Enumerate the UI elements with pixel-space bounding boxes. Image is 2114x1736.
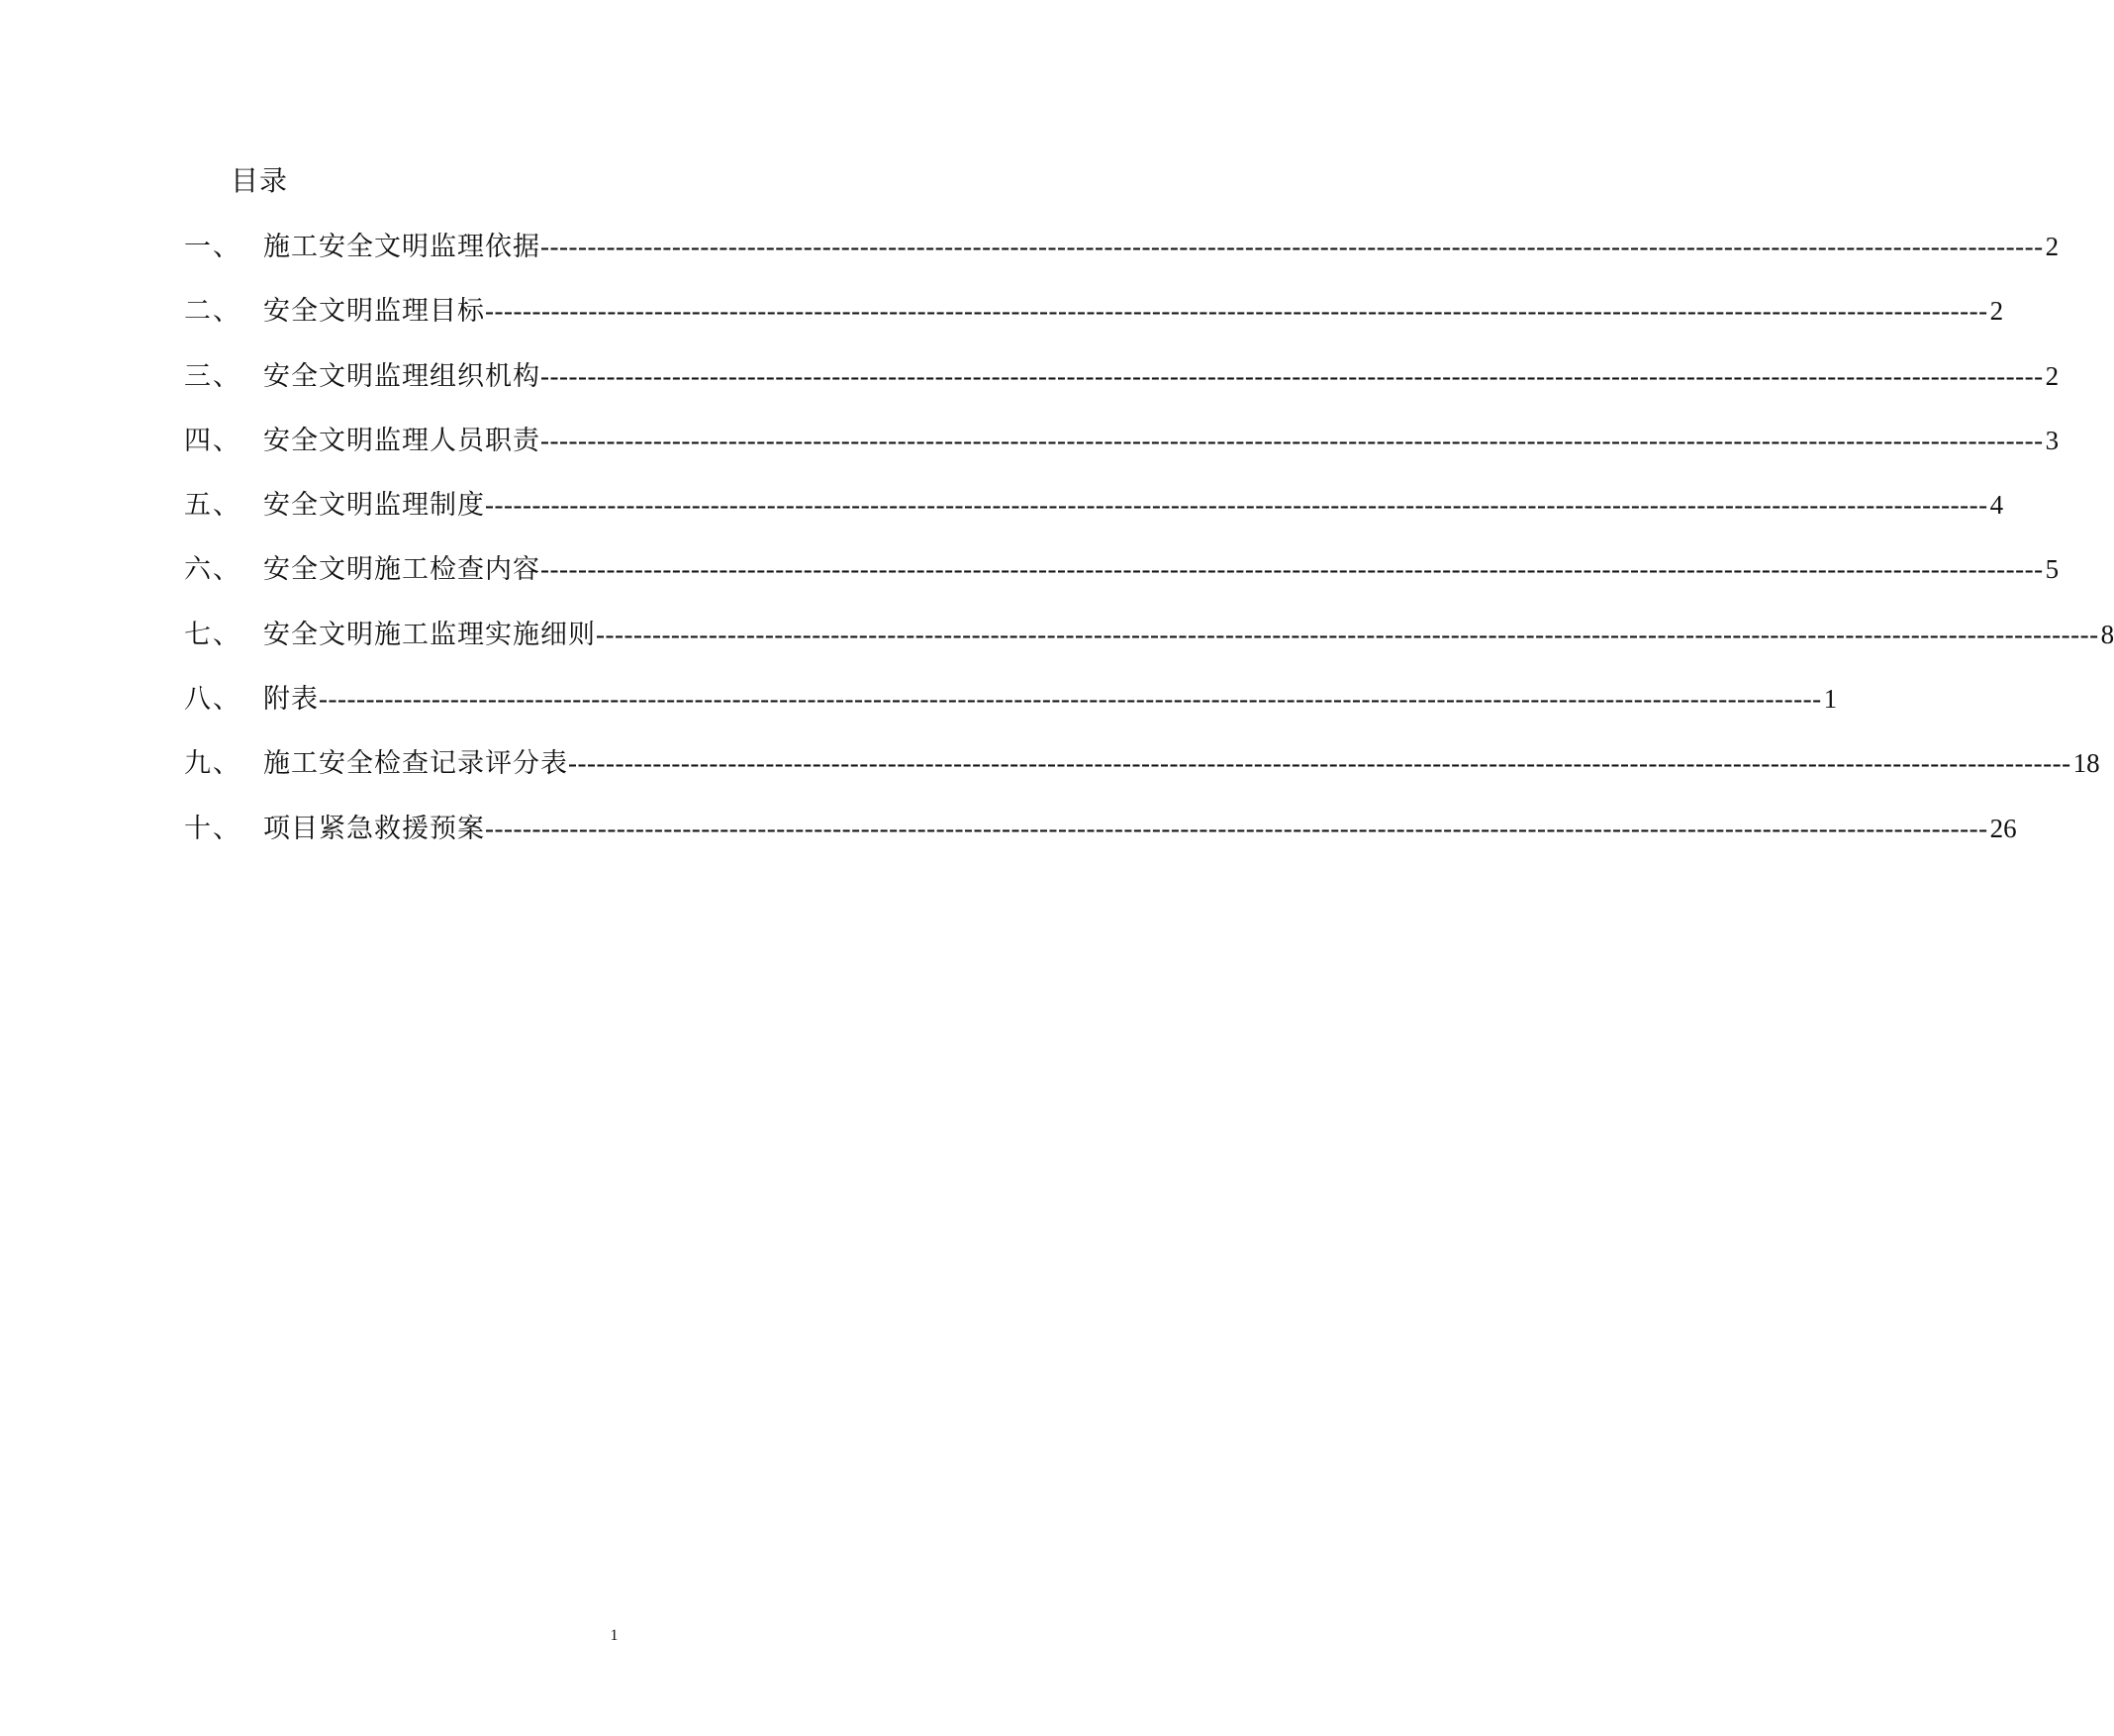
toc-entry-number: 一、: [184, 232, 241, 262]
toc-entry-page: 4: [1989, 490, 2004, 521]
toc-entry-page: 5: [2045, 554, 2060, 585]
toc-dot-leader: ----------------------------------------------------------------------------------------------------------------------------------------------------------------: [540, 360, 2044, 391]
toc-entry-title: 安全文明监理组织机构: [263, 360, 540, 392]
toc-entry-page: 2: [1989, 296, 2004, 327]
toc-entry[interactable]: [184, 293, 2004, 357]
toc-list: [184, 229, 2114, 875]
toc-title: 目录: [231, 164, 289, 197]
toc-entry-number: 二、: [184, 296, 241, 328]
toc-entry[interactable]: [184, 681, 1838, 745]
toc-entry-page: 8: [2100, 619, 2114, 649]
toc-dot-leader: ----------------------------------------------------------------------------------------------------------------------------------------------------------------: [319, 684, 1822, 715]
toc-entry-page: 26: [1989, 813, 2017, 843]
toc-entry[interactable]: [184, 229, 2060, 293]
toc-entry[interactable]: [184, 811, 2017, 875]
toc-entry-number: 四、: [184, 425, 241, 456]
toc-dot-leader: ----------------------------------------------------------------------------------------------------------------------------------------------------------------: [540, 554, 2044, 585]
toc-dot-leader: ----------------------------------------------------------------------------------------------------------------------------------------------------------------: [485, 490, 1988, 521]
toc-entry-page: 3: [2045, 425, 2060, 455]
toc-entry-number: 六、: [184, 554, 241, 586]
toc-entry-title: 安全文明监理目标: [263, 296, 485, 328]
toc-entry[interactable]: [184, 745, 2100, 810]
toc-entry-title: 安全文明监理制度: [263, 490, 485, 522]
toc-entry[interactable]: [184, 423, 2060, 487]
toc-entry-page: 1: [1823, 684, 1838, 715]
toc-dot-leader: ----------------------------------------------------------------------------------------------------------------------------------------------------------------: [568, 748, 2071, 779]
toc-dot-leader: ----------------------------------------------------------------------------------------------------------------------------------------------------------------: [485, 296, 1988, 327]
toc-entry[interactable]: [184, 617, 2114, 681]
page-number: 1: [610, 1627, 619, 1644]
toc-entry-page: 2: [2045, 360, 2060, 391]
toc-entry-title: 附表: [263, 684, 319, 716]
toc-entry-title: 项目紧急救援预案: [263, 813, 485, 844]
toc-entry-number: 十、: [184, 813, 241, 844]
toc-entry-title: 施工安全检查记录评分表: [263, 748, 568, 780]
toc-entry-number: 三、: [184, 360, 241, 392]
toc-entry-title: 安全文明监理人员职责: [263, 425, 540, 456]
toc-entry[interactable]: [184, 551, 2060, 616]
toc-entry-number: 五、: [184, 490, 241, 522]
toc-dot-leader: ----------------------------------------------------------------------------------------------------------------------------------------------------------------: [540, 425, 2044, 455]
toc-entry-title: 安全文明施工监理实施细则: [263, 619, 596, 650]
toc-entry[interactable]: [184, 487, 2004, 551]
toc-entry-number: 九、: [184, 748, 241, 780]
toc-dot-leader: ----------------------------------------------------------------------------------------------------------------------------------------------------------------: [485, 813, 1988, 843]
toc-entry-title: 安全文明施工检查内容: [263, 554, 540, 586]
toc-entry-number: 七、: [184, 619, 241, 650]
toc-entry-page: 2: [2045, 232, 2060, 261]
toc-entry-page: 18: [2072, 748, 2100, 779]
toc-entry-title: 施工安全文明监理依据: [263, 232, 540, 262]
toc-entry-number: 八、: [184, 684, 241, 716]
toc-dot-leader: ----------------------------------------------------------------------------------------------------------------------------------------------------------------: [596, 619, 2099, 649]
toc-dot-leader: ----------------------------------------------------------------------------------------------------------------------------------------------------------------: [540, 232, 2044, 261]
toc-entry[interactable]: [184, 358, 2060, 423]
